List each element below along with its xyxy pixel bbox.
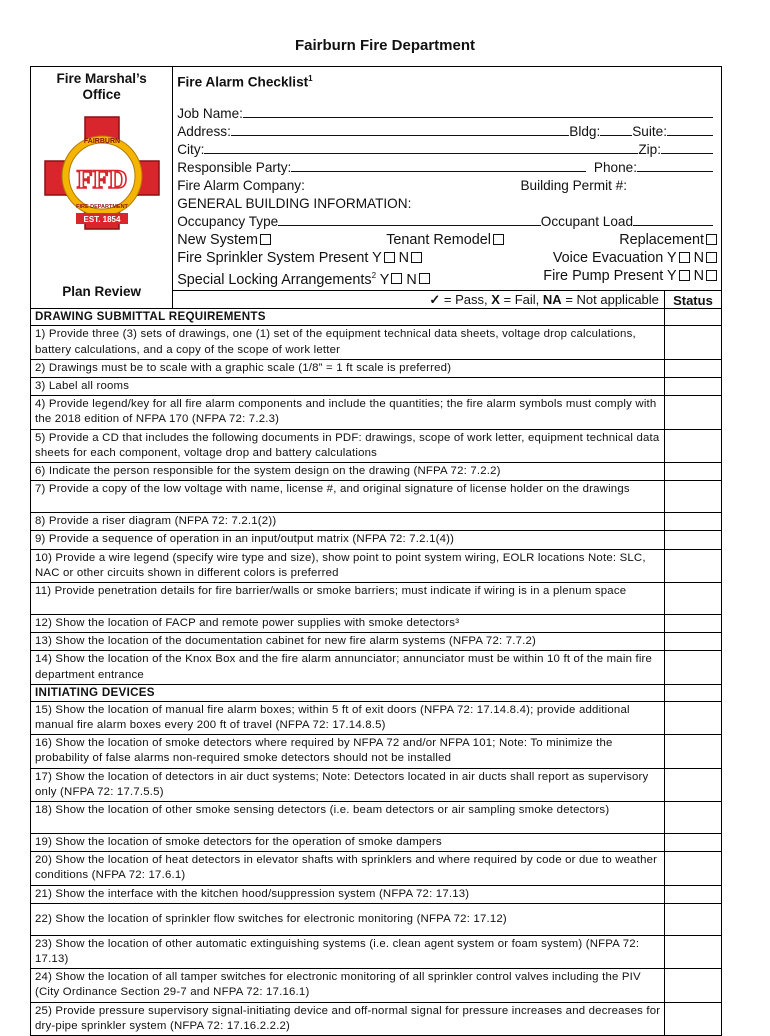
occupant-load-field[interactable]	[633, 213, 713, 226]
table-row	[31, 852, 722, 885]
status-cell[interactable]	[664, 513, 721, 531]
table-row	[31, 513, 722, 531]
status-cell[interactable]	[664, 549, 721, 582]
occupancy-type-label: Occupancy Type	[177, 213, 279, 229]
table-row	[31, 735, 722, 768]
status-cell[interactable]	[664, 735, 721, 768]
fire-department-logo	[41, 113, 163, 233]
status-cell[interactable]	[664, 377, 721, 395]
section-status-cell	[664, 684, 721, 701]
status-cell[interactable]	[664, 481, 721, 513]
table-row	[31, 481, 722, 513]
new-system-checkbox[interactable]	[260, 234, 271, 245]
voice-yes-checkbox[interactable]	[679, 252, 690, 263]
status-cell[interactable]	[664, 633, 721, 651]
replacement-checkbox[interactable]	[706, 234, 717, 245]
requirement-text: 11) Provide penetration details for fire barrier/walls or smoke barriers; must indicate if wiring is in a plenum space	[31, 582, 665, 614]
city-field[interactable]	[204, 141, 638, 154]
requirement-text: 10) Provide a wire legend (specify wire type and size), show point to point system wiring, EOLR locations Note: SLC, NAC or other circuits shown in different colors is preferred	[31, 549, 665, 582]
status-cell[interactable]	[664, 359, 721, 377]
status-cell[interactable]	[664, 969, 721, 1002]
status-cell[interactable]	[664, 1002, 721, 1035]
job-name-row	[177, 105, 717, 123]
occupancy-row	[177, 213, 717, 231]
requirement-text: 19) Show the location of smoke detectors for the operation of smoke dampers	[31, 834, 665, 852]
status-cell[interactable]	[664, 582, 721, 614]
zip-field[interactable]	[661, 141, 713, 154]
table-row	[31, 377, 722, 395]
requirement-text: 24) Show the location of all tamper switches for electronic monitoring of all sprinkler control valves including the PIV (City Ordinance Section 29-7 and NFPA 72: 17.16.1)	[31, 969, 665, 1002]
bldg-label: Bldg:	[569, 123, 601, 139]
section-status-cell	[664, 309, 721, 326]
building-permit-label: Building Permit #:	[520, 177, 627, 193]
phone-field[interactable]	[637, 159, 713, 172]
requirement-text: 14) Show the location of the Knox Box and the fire alarm annunciator; annunciator must be within 10 ft of the main fire department entrance	[31, 651, 665, 684]
table-row	[31, 531, 722, 549]
occupant-load-label: Occupant Load	[540, 213, 633, 229]
plan-review-label: Plan Review	[62, 284, 141, 300]
status-cell[interactable]	[664, 935, 721, 968]
status-cell[interactable]	[664, 462, 721, 480]
checklist-table	[30, 66, 722, 1036]
table-row	[31, 614, 722, 632]
status-cell[interactable]	[664, 396, 721, 429]
pump-no-checkbox[interactable]	[706, 270, 717, 281]
voice-evacuation-option: Voice Evacuation Y N	[553, 249, 717, 267]
checklist-title: Fire Alarm Checklist$^1$	[177, 74, 313, 90]
job-name-field[interactable]	[243, 105, 713, 118]
section-heading: INITIATING DEVICES	[31, 684, 665, 701]
tenant-remodel-checkbox[interactable]	[493, 234, 504, 245]
zip-label: Zip:	[638, 141, 661, 157]
requirement-text: 16) Show the location of smoke detectors where required by NFPA 72 and/or NFPA 101; Note: To minimize the probability of false alarms non-required smoke detectors should not be installed	[31, 735, 665, 768]
voice-no-checkbox[interactable]	[706, 252, 717, 263]
table-row	[31, 549, 722, 582]
table-row	[31, 633, 722, 651]
table-row	[31, 462, 722, 480]
general-info-heading: GENERAL BUILDING INFORMATION:	[177, 195, 412, 211]
requirement-text: 21) Show the interface with the kitchen hood/suppression system (NFPA 72: 17.13)	[31, 885, 665, 903]
office-line1: Fire Marshal’s	[56, 71, 147, 86]
table-row	[31, 1002, 722, 1035]
status-cell[interactable]	[664, 834, 721, 852]
pump-yes-checkbox[interactable]	[679, 270, 690, 281]
legend-cell: ✓ = Pass, X = Fail, NA = Not applicable	[173, 291, 665, 309]
suite-label: Suite:	[632, 123, 667, 139]
table-row	[31, 359, 722, 377]
locking-row	[177, 267, 717, 289]
sprinkler-option: Fire Sprinkler System Present Y N	[177, 249, 422, 267]
table-row	[31, 768, 722, 801]
occupancy-type-field[interactable]	[278, 213, 541, 226]
table-row	[31, 834, 722, 852]
table-row	[31, 969, 722, 1002]
city-label: City:	[177, 141, 205, 157]
status-cell[interactable]	[664, 885, 721, 903]
table-row	[31, 651, 722, 684]
status-header: Status	[664, 291, 721, 309]
requirement-text: 2) Drawings must be to scale with a graphic scale (1/8” = 1 ft scale is preferred)	[31, 359, 665, 377]
fire-alarm-company-row	[177, 177, 717, 195]
requirement-text: 25) Provide pressure supervisory signal-initiating device and off-normal signal for pressure increases and decreases for dry-pipe sprinkler system (NFPA 72: 17.16.2.2.2)	[31, 1002, 665, 1035]
requirement-text: 7) Provide a copy of the low voltage with name, license #, and original signature of license holder on the drawings	[31, 481, 665, 513]
locking-no-checkbox[interactable]	[419, 273, 430, 284]
table-row	[31, 326, 722, 359]
requirement-text: 17) Show the location of detectors in air duct systems; Note: Detectors located in air ducts shall report as supervisory only (NFPA 72: 17.7.5.5)	[31, 768, 665, 801]
requirement-text: 13) Show the location of the documentation cabinet for new fire alarm systems (NFPA 72: 7.7.2)	[31, 633, 665, 651]
responsible-party-row	[177, 159, 717, 177]
job-name-label: Job Name:	[177, 105, 243, 121]
table-row	[31, 935, 722, 968]
sprinkler-row	[177, 249, 717, 267]
phone-label: Phone:	[593, 159, 637, 175]
address-row	[177, 123, 717, 141]
table-row	[31, 885, 722, 903]
status-cell[interactable]	[664, 429, 721, 462]
status-cell[interactable]	[664, 531, 721, 549]
status-cell[interactable]	[664, 852, 721, 885]
status-cell[interactable]	[664, 802, 721, 834]
status-cell[interactable]	[664, 903, 721, 935]
sprinkler-no-checkbox[interactable]	[411, 252, 422, 263]
requirements-body	[31, 309, 722, 1036]
responsible-party-field[interactable]	[291, 159, 586, 172]
status-cell[interactable]	[664, 768, 721, 801]
fire-alarm-company-label: Fire Alarm Company:	[177, 177, 305, 193]
fire-marshal-office-cell	[31, 67, 173, 309]
job-info-cell	[173, 67, 722, 291]
locking-yes-checkbox[interactable]	[391, 273, 402, 284]
table-row	[31, 582, 722, 614]
requirement-text: 18) Show the location of other smoke sensing detectors (i.e. beam detectors or air sampling smoke detectors)	[31, 802, 665, 834]
table-row	[31, 396, 722, 429]
requirement-text: 5) Provide a CD that includes the following documents in PDF: drawings, scope of work letter, equipment technical data sheets for each component, voltage drop and battery calculations	[31, 429, 665, 462]
new-system-option: New System	[177, 231, 271, 249]
requirement-text: 20) Show the location of heat detectors in elevator shafts with sprinklers and where required by code or due to weather conditions (NFPA 72: 17.6.1)	[31, 852, 665, 885]
city-row	[177, 141, 717, 159]
requirement-text: 1) Provide three (3) sets of drawings, one (1) set of the equipment technical data sheets, voltage drop calculations, battery calculations, and a copy of the scope of work letter	[31, 326, 665, 359]
requirement-text: 3) Label all rooms	[31, 377, 665, 395]
requirement-text: 6) Indicate the person responsible for the system design on the drawing (NFPA 72: 7.2.2)	[31, 462, 665, 480]
logo-top-text: FAIRBURN	[83, 138, 120, 145]
address-field[interactable]	[231, 123, 569, 136]
status-cell[interactable]	[664, 651, 721, 684]
status-cell[interactable]	[664, 326, 721, 359]
office-line2: Office	[82, 87, 121, 102]
tenant-remodel-option: Tenant Remodel	[386, 231, 504, 249]
logo-bottom-text: FIRE DEPARTMENT	[75, 204, 128, 210]
page-title: Fairburn Fire Department	[294, 37, 476, 54]
requirement-text: 22) Show the location of sprinkler flow switches for electronic monitoring (NFPA 72: 17.12)	[31, 903, 665, 935]
status-cell[interactable]	[664, 614, 721, 632]
suite-field[interactable]	[667, 123, 713, 136]
special-locking-option: Special Locking Arrangements$^2$ Y N	[177, 267, 430, 289]
responsible-party-label: Responsible Party:	[177, 159, 292, 175]
table-row	[31, 802, 722, 834]
bldg-field[interactable]	[600, 123, 632, 136]
requirement-text: 9) Provide a sequence of operation in an input/output matrix (NFPA 72: 7.2.1(4))	[31, 531, 665, 549]
check-icon: ✓	[429, 292, 441, 308]
requirement-text: 4) Provide legend/key for all fire alarm components and include the quantities; the fire alarm symbols must comply with the 2018 edition of NFPA 170 (NFPA 72: 7.2.3)	[31, 396, 665, 429]
section-heading: DRAWING SUBMITTAL REQUIREMENTS	[31, 309, 665, 326]
requirement-text: 8) Provide a riser diagram (NFPA 72: 7.2.1(2))	[31, 513, 665, 531]
logo-center-text: FFD	[76, 165, 127, 194]
sprinkler-yes-checkbox[interactable]	[384, 252, 395, 263]
table-row	[31, 429, 722, 462]
address-label: Address:	[177, 123, 231, 139]
status-cell[interactable]	[664, 701, 721, 734]
fire-pump-option: Fire Pump Present Y N	[543, 267, 717, 289]
requirement-text: 15) Show the location of manual fire alarm boxes; within 5 ft of exit doors (NFPA 72: 17.14.8.4); provide additional manual fire alarm boxes every 200 ft of travel (NFPA 72: 17.14.8.5)	[31, 701, 665, 734]
logo-est-text: EST. 1854	[83, 215, 121, 224]
requirement-text: 23) Show the location of other automatic extinguishing systems (i.e. clean agent system or foam system) (NFPA 72: 17.13)	[31, 935, 665, 968]
requirement-text: 12) Show the location of FACP and remote power supplies with smoke detectors³	[31, 614, 665, 632]
table-row	[31, 903, 722, 935]
table-row	[31, 701, 722, 734]
replacement-option: Replacement	[619, 231, 717, 249]
system-type-row	[177, 231, 717, 249]
